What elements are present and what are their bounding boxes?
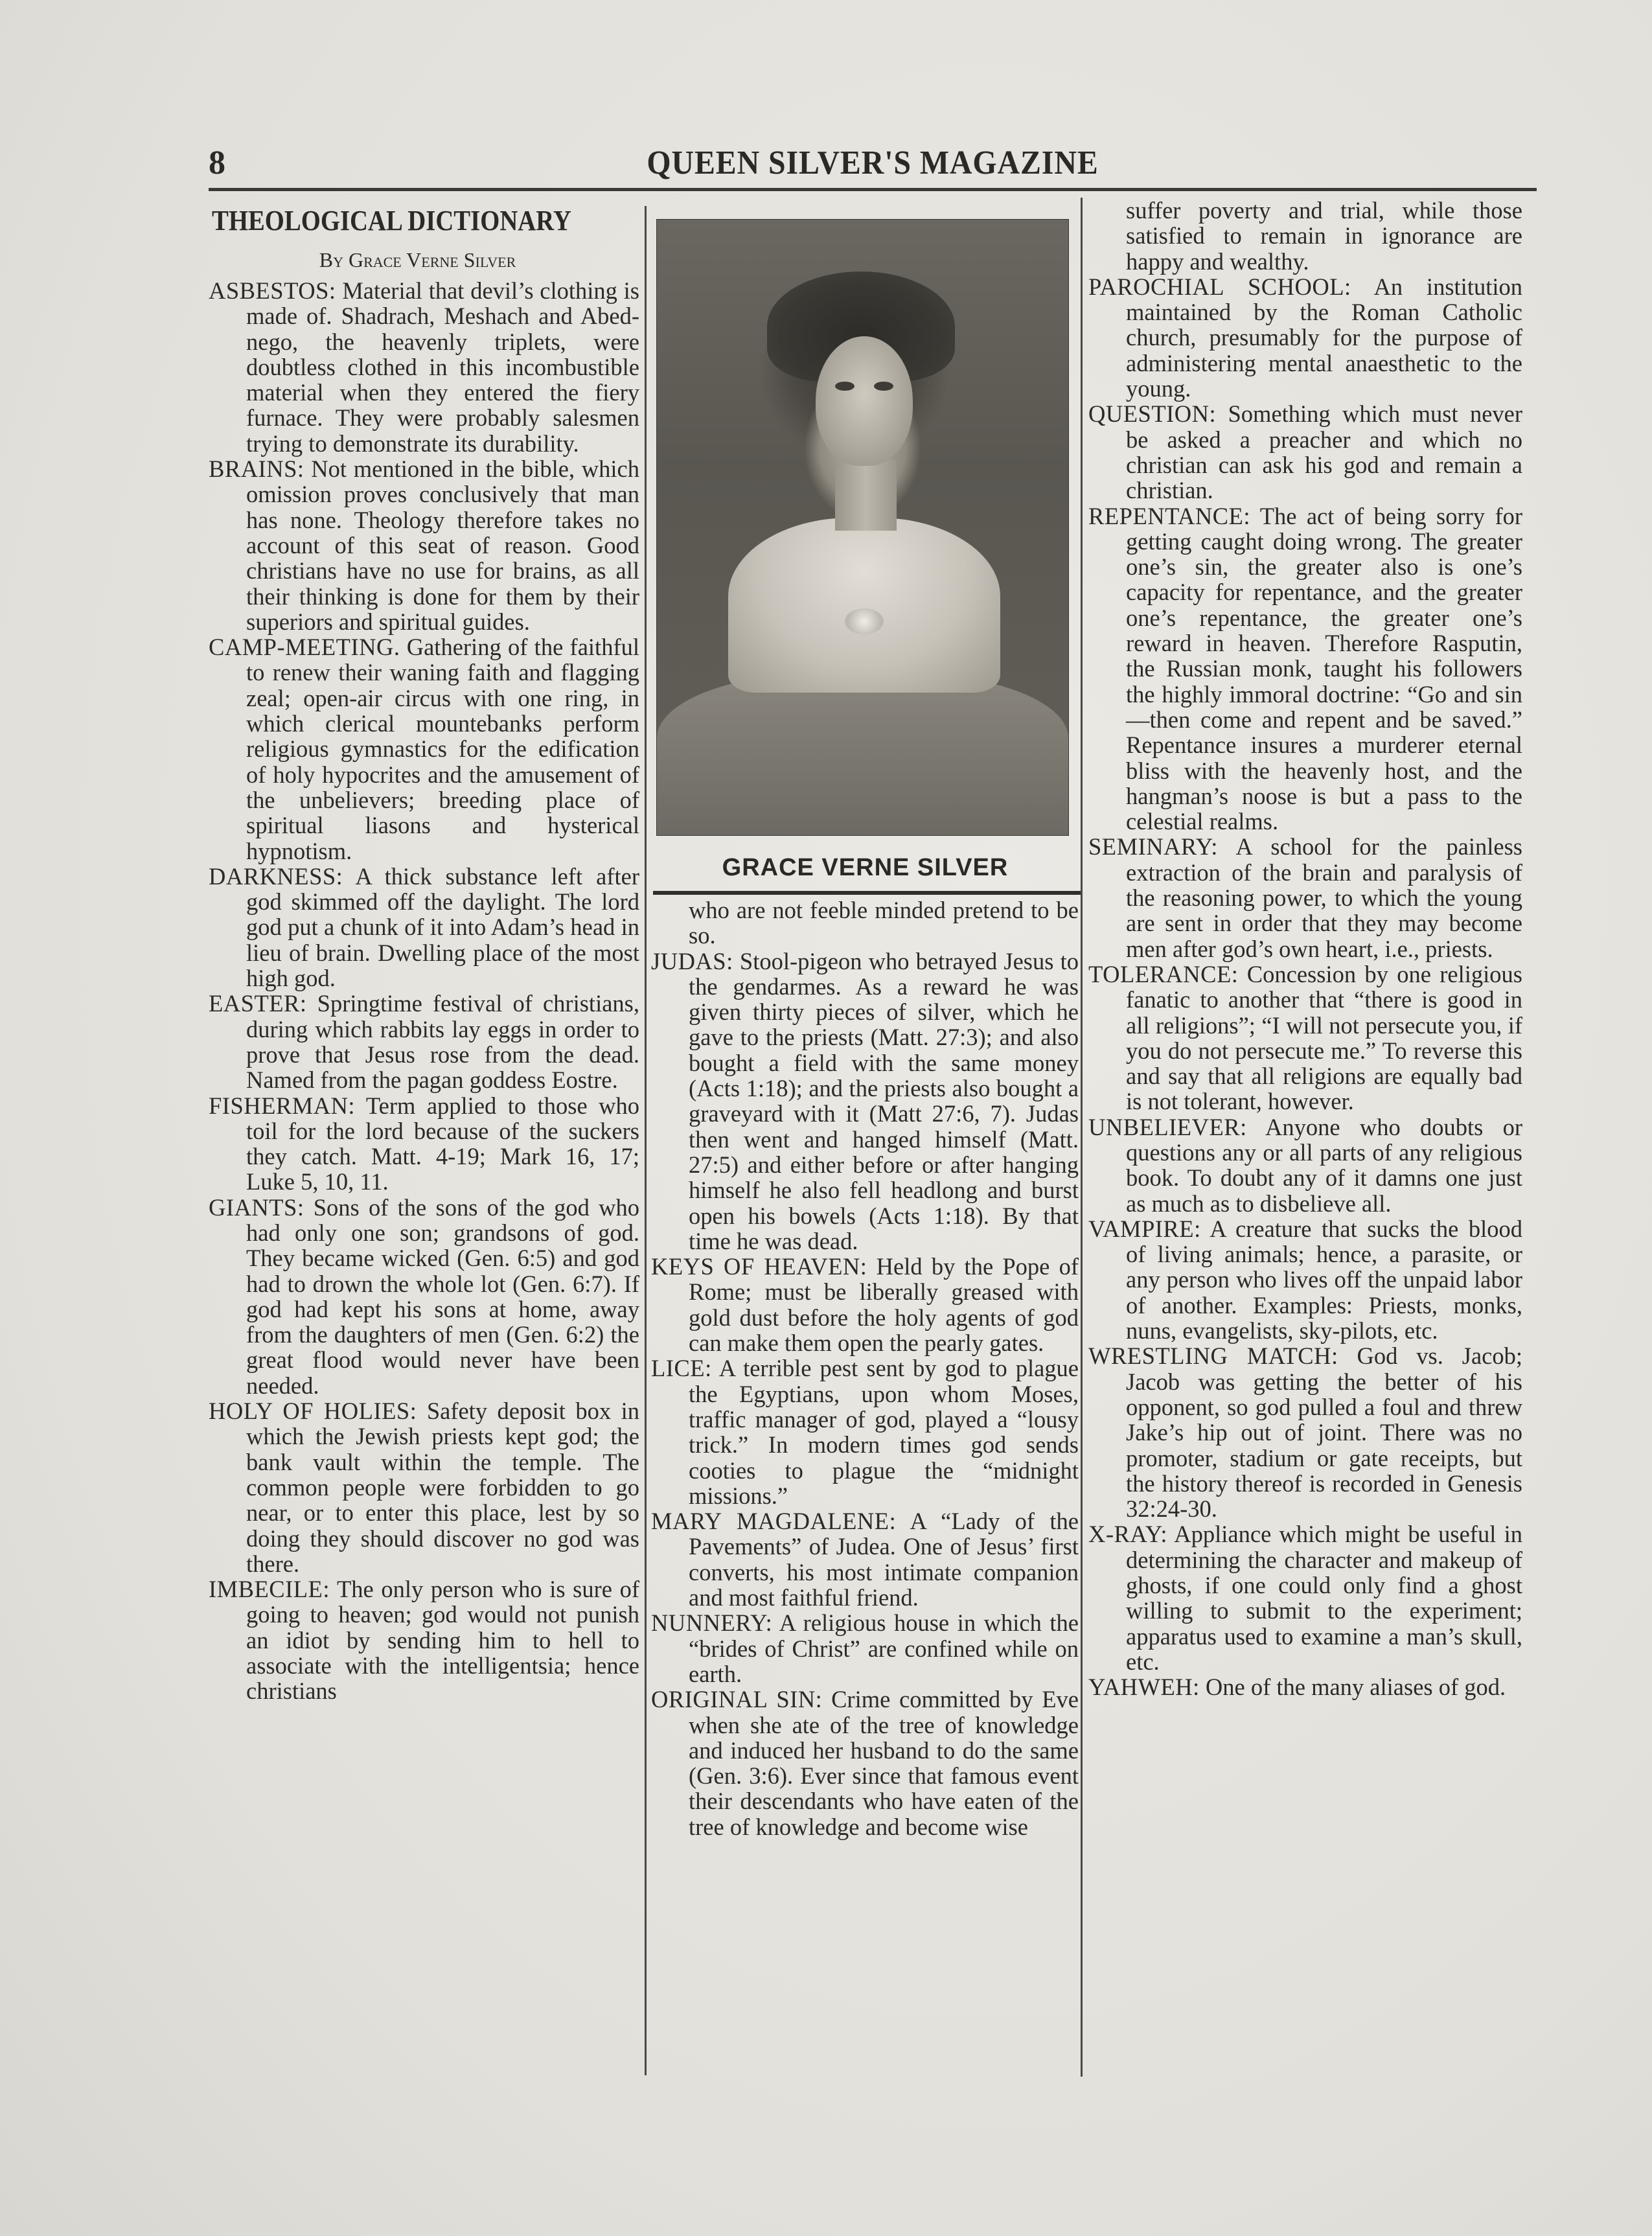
entry-list-middle — [651, 949, 1079, 1839]
dictionary-entry — [209, 864, 639, 991]
column-left — [209, 204, 639, 1704]
entry-definition: A school for the painless extraction of the brain and paralysis of the reasoning power, to which the young are sent in order that they may become men after god’s own heart, i.e., priests. — [1126, 833, 1522, 962]
photo-brooch — [845, 608, 884, 634]
entry-list-right — [1088, 274, 1522, 1700]
entry-definition: A terrible pest sent by god to plague the Egyptians, upon whom Moses, traffic manager of god, played a “lousy trick.” In modern times god sends cooties to plague the “midnight missions.” — [689, 1355, 1079, 1509]
dictionary-entry — [209, 278, 639, 456]
entry-term: YAHWEH: — [1088, 1674, 1200, 1701]
entry-term: DARKNESS: — [209, 862, 343, 890]
entry-definition: A creature that sucks the blood of living animals; hence, a parasite, or any person who lives off the unpaid labor of another. Examples: Priests, monks, nuns, evangelists, sky-pilots, etc. — [1126, 1215, 1522, 1344]
entry-term: FISHERMAN: — [209, 1092, 356, 1119]
entry-definition: A “Lady of the Pavements” of Judea. One of Jesus’ first converts, his most intimate companion and most faithful friend. — [689, 1508, 1079, 1611]
entry-term: NUNNERY: — [651, 1609, 773, 1637]
entry-definition: Safety deposit box in which the Jewish priests kept god; the bank vault within the temple. The common people were forbidden to go near, or to enter this place, lest by so doing they should discover no god was there. — [246, 1398, 640, 1577]
entry-term: BRAINS: — [209, 455, 304, 483]
entry-definition: Gathering of the faithful to renew their waning faith and flagging zeal; open-air circus with one ring, in which clerical mountebanks perform religious gymnastics for the edification of holy hypocrites and the amusement of the unbelievers; breeding place of spiritual liasons and hysterical hypnotism. — [246, 634, 639, 864]
dictionary-entry — [209, 1093, 639, 1195]
entry-definition: Stool-pigeon who betrayed Jesus to the gendarmes. As a reward he was given thirty pieces of silver, which he gave to the priests (Matt. 27:3); and also bought a field with the same money (Acts 1:18); and the priests also bought a graveyard with it (Matt 27:6, 7). Judas then went and hanged himself (Matt. 27:5) and either before or after hanging himself he also fell headlong and burst open his bowels (Acts 1:18). By that time he was dead. — [689, 947, 1079, 1254]
dictionary-entry — [651, 1508, 1079, 1610]
entry-term: JUDAS: — [651, 947, 733, 974]
dictionary-entry — [209, 1195, 639, 1398]
dictionary-entry — [209, 1576, 639, 1703]
entry-term: MARY MAGDALENE: — [651, 1508, 897, 1535]
entry-term: X-RAY: — [1088, 1521, 1168, 1548]
entry-definition: Something which must never be asked a preacher and which no christian can ask his god and remain a christian. — [1126, 400, 1523, 504]
dictionary-entry — [209, 456, 639, 634]
column-middle — [651, 897, 1079, 1839]
entry-definition: Appliance which might be useful in determining the character and makeup of ghosts, if one could only find a ghost willing to submit to the experiment; apparatus used to examine a man’s skull, etc. — [1126, 1521, 1522, 1675]
dictionary-entry — [1088, 1114, 1522, 1216]
entry-definition: God vs. Jacob; Jacob was getting the better of his opponent, so god pulled a foul and threw Jake’s hip out of joint. There was no promoter, stadium or gate receipts, but the history thereof is recorded in Genesis 32:24-30. — [1126, 1343, 1523, 1523]
byline: By Grace Verne Silver — [319, 248, 516, 271]
entry-term: IMBECILE: — [209, 1576, 330, 1603]
dictionary-entry — [209, 991, 639, 1092]
magazine-title: QUEEN SILVER'S MAGAZINE — [647, 144, 1099, 181]
entry-term: SEMINARY: — [1088, 833, 1218, 860]
entry-definition: Material that devil’s clothing is made of. Shadrach, Meshach and Abed-nego, the heavenly triplets, were doubtless clothed in this incombustible material when they entered the fiery furnace. They were probably salesmen trying to demonstrate its durability. — [246, 277, 639, 457]
column-divider-left — [645, 206, 647, 2075]
column-right — [1088, 198, 1522, 1700]
entry-definition: Sons of the sons of the god who had only one son; grandsons of god. They became wicked (Gen. 6:5) and god had to drown the whole lot (Gen. 6:7). If god had kept his sons at home, away from the daughters of men (Gen. 6:2) the great flood would never have been needed. — [246, 1193, 640, 1399]
photo-dress — [657, 673, 1068, 835]
continued-text-middle: who are not feeble minded pretend to be so. — [689, 897, 1079, 949]
entry-definition: One of the many aliases of god. — [1205, 1674, 1506, 1701]
entry-term: REPENTANCE: — [1088, 502, 1250, 529]
column-divider-right — [1081, 198, 1083, 2077]
photo-neck — [835, 459, 897, 531]
dictionary-entry — [651, 1254, 1079, 1355]
entry-definition: The only person who is sure of going to heaven; god would not punish an idiot by sending him to hell to associate with the intelligentsia; hence christians — [246, 1576, 640, 1705]
dictionary-entry — [1088, 1343, 1522, 1521]
dictionary-entry — [651, 1610, 1079, 1687]
entry-term: LICE: — [651, 1355, 712, 1382]
dictionary-entry — [209, 1398, 639, 1576]
author-portrait-photo — [656, 219, 1069, 836]
entry-definition: Crime committed by Eve when she ate of the tree of knowledge and induced her husband to do the same (Gen. 3:6). Ever since that famous event their descendants who have eaten of the tree of knowledge and become wise — [689, 1686, 1079, 1840]
entry-definition: Springtime festival of christians, during which rabbits lay eggs in order to prove that Jesus rose from the dead. Named from the pagan goddess Eostre. — [246, 990, 639, 1094]
entry-term: GIANTS: — [209, 1193, 304, 1221]
dictionary-entry — [651, 1687, 1079, 1839]
entry-definition: Term applied to those who toil for the lord because of the suckers they catch. Matt. 4-19; Mark 16, 17; Luke 5, 10, 11. — [246, 1092, 639, 1195]
entry-definition: Concession by one religious fanatic to another that “there is good in all religions”; “I will not persecute you, if you do not persecute me.” To reverse this and say that all religions are equally bad is not tolerant, however. — [1126, 960, 1523, 1115]
entry-definition: Not mentioned in the bible, which omission proves conclusively that man has none. Theology therefore takes no account of this seat of reason. Good christians have no use for brains, as all their thinking is done for them by their superiors and spiritual guides. — [246, 455, 639, 635]
entry-term: HOLY OF HOLIES: — [209, 1398, 417, 1425]
entry-definition: The act of being sorry for getting caught doing wrong. The greater one’s sin, the greater also is one’s capacity for repentance, and the greater one’s repentance, the greater one’s reward in heaven. Therefore Rasputin, the Russian monk, taught his followers the highly immoral doctrine: “Go and sin—then come and repent and be saved.” Repentance insures a murderer eternal bliss with the heavenly host, and the hangman’s noose is but a pass to the celestial realms. — [1126, 502, 1523, 835]
dictionary-entry — [1088, 1216, 1522, 1343]
photo-eye-left — [835, 382, 855, 391]
header-rule — [209, 188, 1537, 191]
entry-term: KEYS OF HEAVEN: — [651, 1253, 867, 1280]
entry-definition: Held by the Pope of Rome; must be liberally greased with gold dust before the holy agents of god can make them open the pearly gates. — [689, 1253, 1079, 1357]
dictionary-entry — [651, 949, 1079, 1254]
photo-caption: GRACE VERNE SILVER — [722, 854, 1009, 881]
photo-face — [816, 336, 913, 466]
entry-definition: An institution maintained by the Roman Catholic church, presumably for the purpose of administering mental anaesthetic to the young. — [1126, 273, 1522, 402]
photo-eye-right — [874, 382, 893, 391]
dictionary-entry — [1088, 401, 1522, 503]
entry-term: ASBESTOS: — [209, 277, 336, 304]
entry-list-left — [209, 278, 639, 1704]
entry-definition: A religious house in which the “brides of Christ” are confined while on earth. — [689, 1609, 1079, 1687]
dictionary-entry — [209, 634, 639, 864]
entry-term: PAROCHIAL SCHOOL: — [1088, 273, 1351, 300]
entry-term: VAMPIRE: — [1088, 1215, 1201, 1242]
entry-term: TOLERANCE: — [1088, 960, 1239, 987]
entry-term: UNBELIEVER: — [1088, 1113, 1247, 1140]
dictionary-entry — [1088, 274, 1522, 401]
dictionary-entry — [651, 1355, 1079, 1508]
entry-definition: Anyone who doubts or questions any or all parts of any religious book. To doubt any of it damns one just as much as to disbelieve all. — [1126, 1113, 1522, 1217]
entry-definition: A thick substance left after god skimmed off the daylight. The lord god put a chunk of it into Adam’s head in lieu of brain. Dwelling place of the most high god. — [246, 862, 639, 992]
page-header — [209, 144, 1537, 183]
entry-term: QUESTION: — [1088, 400, 1217, 428]
dictionary-entry — [1088, 1674, 1522, 1700]
dictionary-entry — [1088, 1521, 1522, 1674]
photo-collar — [728, 518, 1000, 693]
dictionary-entry — [1088, 503, 1522, 835]
page-number: 8 — [209, 144, 225, 181]
entry-term: EASTER: — [209, 990, 307, 1017]
entry-term: CAMP-MEETING. — [209, 634, 400, 661]
caption-rule — [653, 891, 1081, 895]
entry-term: ORIGINAL SIN: — [651, 1686, 823, 1713]
article-title: THEOLOGICAL DICTIONARY — [212, 205, 571, 236]
dictionary-entry — [1088, 962, 1522, 1114]
dictionary-entry — [1088, 834, 1522, 961]
entry-term: WRESTLING MATCH: — [1088, 1343, 1338, 1370]
continued-text-right: suffer poverty and trial, while those satisfied to remain in ignorance are happy and wealthy. — [1126, 197, 1522, 275]
